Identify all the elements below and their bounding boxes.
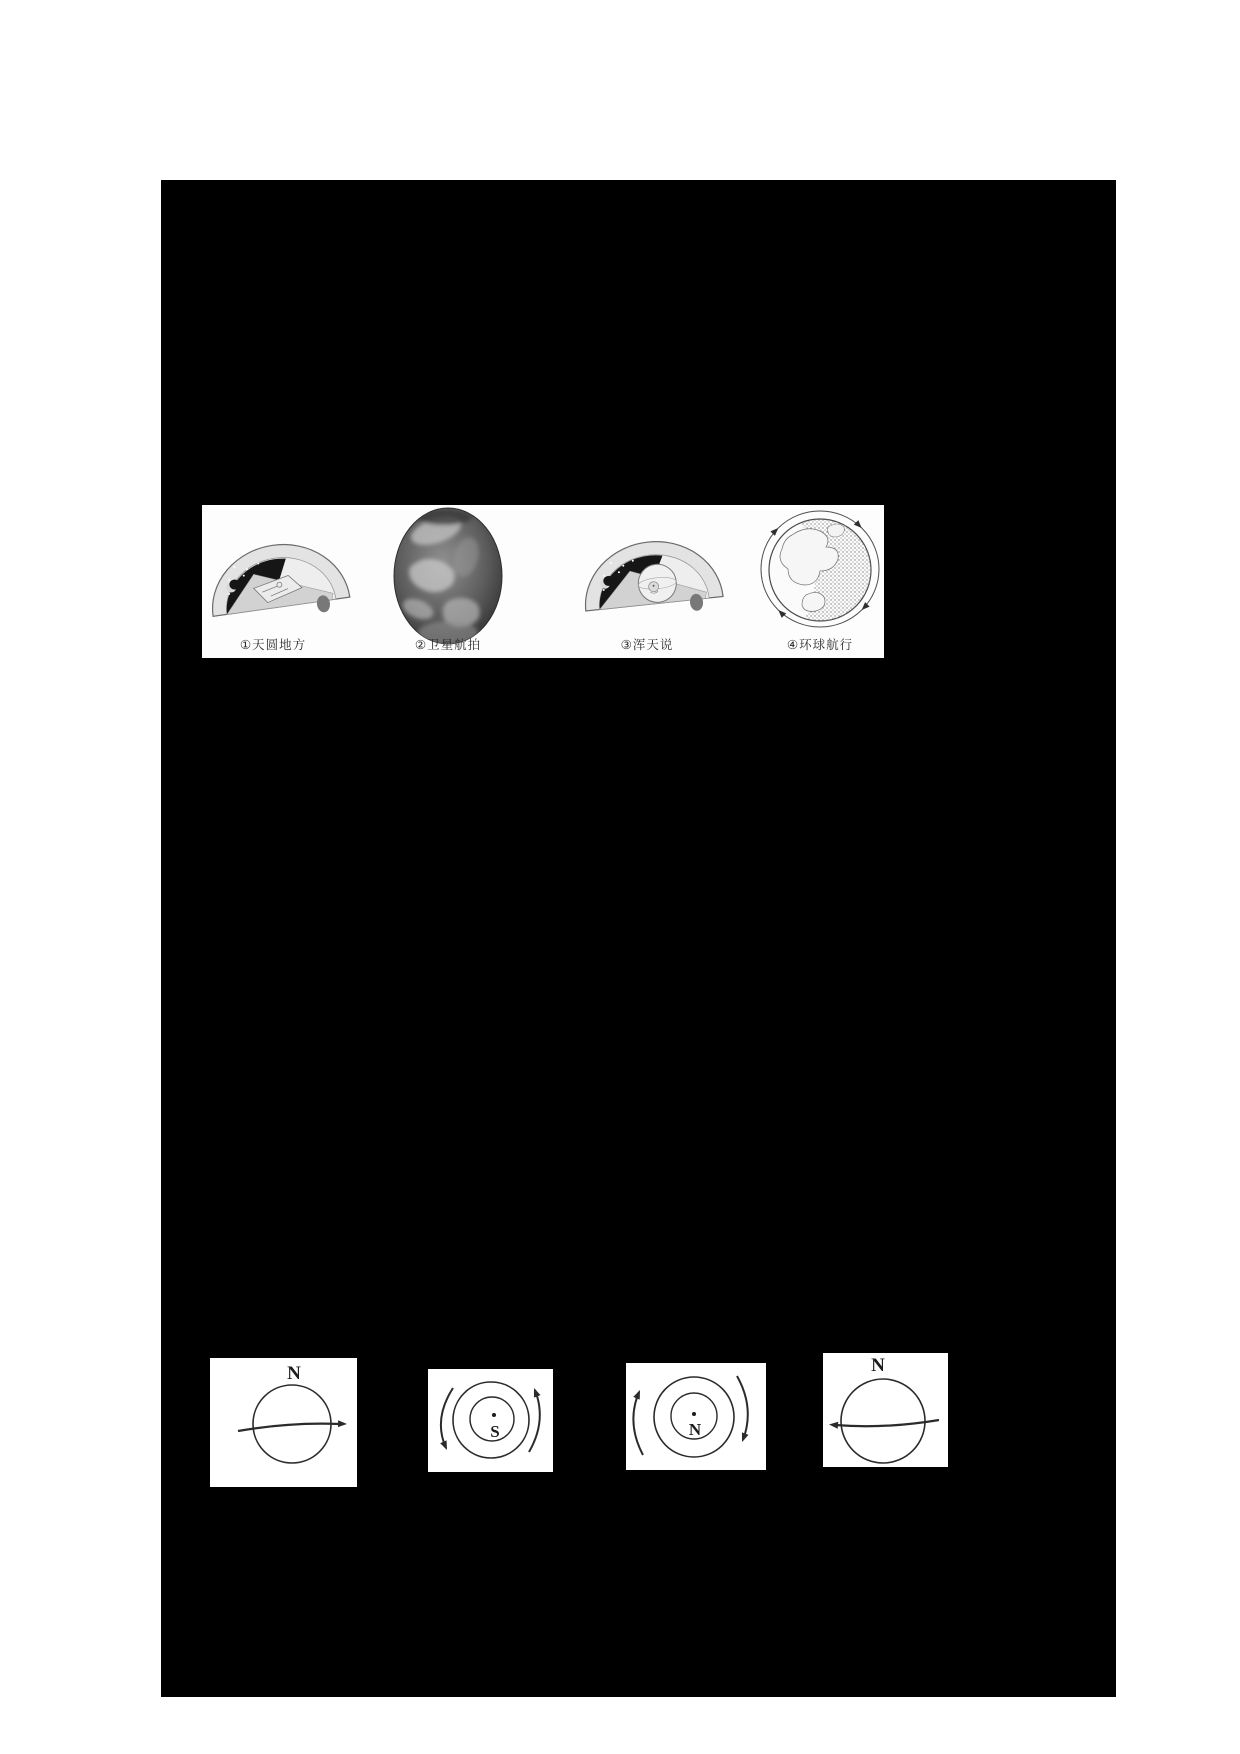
rotation-diagram-icon xyxy=(428,1369,553,1472)
outer-circle xyxy=(453,1382,529,1458)
figure-huntian-dome xyxy=(574,507,726,631)
pole-label: N xyxy=(688,1420,702,1439)
curved-arrow-icon xyxy=(529,1390,540,1452)
curved-arrow-icon xyxy=(737,1376,748,1440)
outer-circle xyxy=(654,1377,734,1457)
scanned-page-black-background xyxy=(161,180,1116,1697)
globe-voyage-icon xyxy=(758,507,882,631)
curved-arrow-icon xyxy=(633,1392,643,1455)
dome-illustration-icon xyxy=(202,511,352,633)
axis-arrow-icon xyxy=(835,1420,939,1426)
rotation-option-2 xyxy=(428,1369,553,1472)
figure-circumnavigation-globe xyxy=(758,507,882,631)
rotation-option-3 xyxy=(626,1363,766,1470)
figure-caption: ①天圆地方 xyxy=(239,637,307,652)
pole-dot xyxy=(492,1413,496,1417)
rotation-diagram-icon xyxy=(823,1353,948,1467)
celestial-sphere-icon xyxy=(574,507,726,631)
pole-dot xyxy=(692,1412,696,1416)
pole-label: N xyxy=(871,1355,885,1376)
curved-arrow-icon xyxy=(441,1388,453,1448)
rotation-diagram-icon xyxy=(626,1363,766,1470)
globe-circle xyxy=(841,1379,925,1463)
figure-satellite-earth-photo xyxy=(388,505,510,647)
figure-strip xyxy=(202,505,884,658)
figure-caption: ②卫星航拍 xyxy=(414,637,482,652)
rotation-option-1 xyxy=(210,1358,357,1487)
pole-label: N xyxy=(287,1363,301,1384)
continent-shape xyxy=(802,592,825,611)
figure-caption: ④环球航行 xyxy=(786,637,854,652)
pole-label: S xyxy=(490,1422,500,1441)
rotation-option-4 xyxy=(823,1353,948,1467)
figure-caption: ③浑天说 xyxy=(620,637,674,652)
rotation-diagram-icon xyxy=(210,1358,357,1487)
earth-photo-icon xyxy=(388,505,510,647)
figure-flat-earth-dome xyxy=(202,511,352,633)
